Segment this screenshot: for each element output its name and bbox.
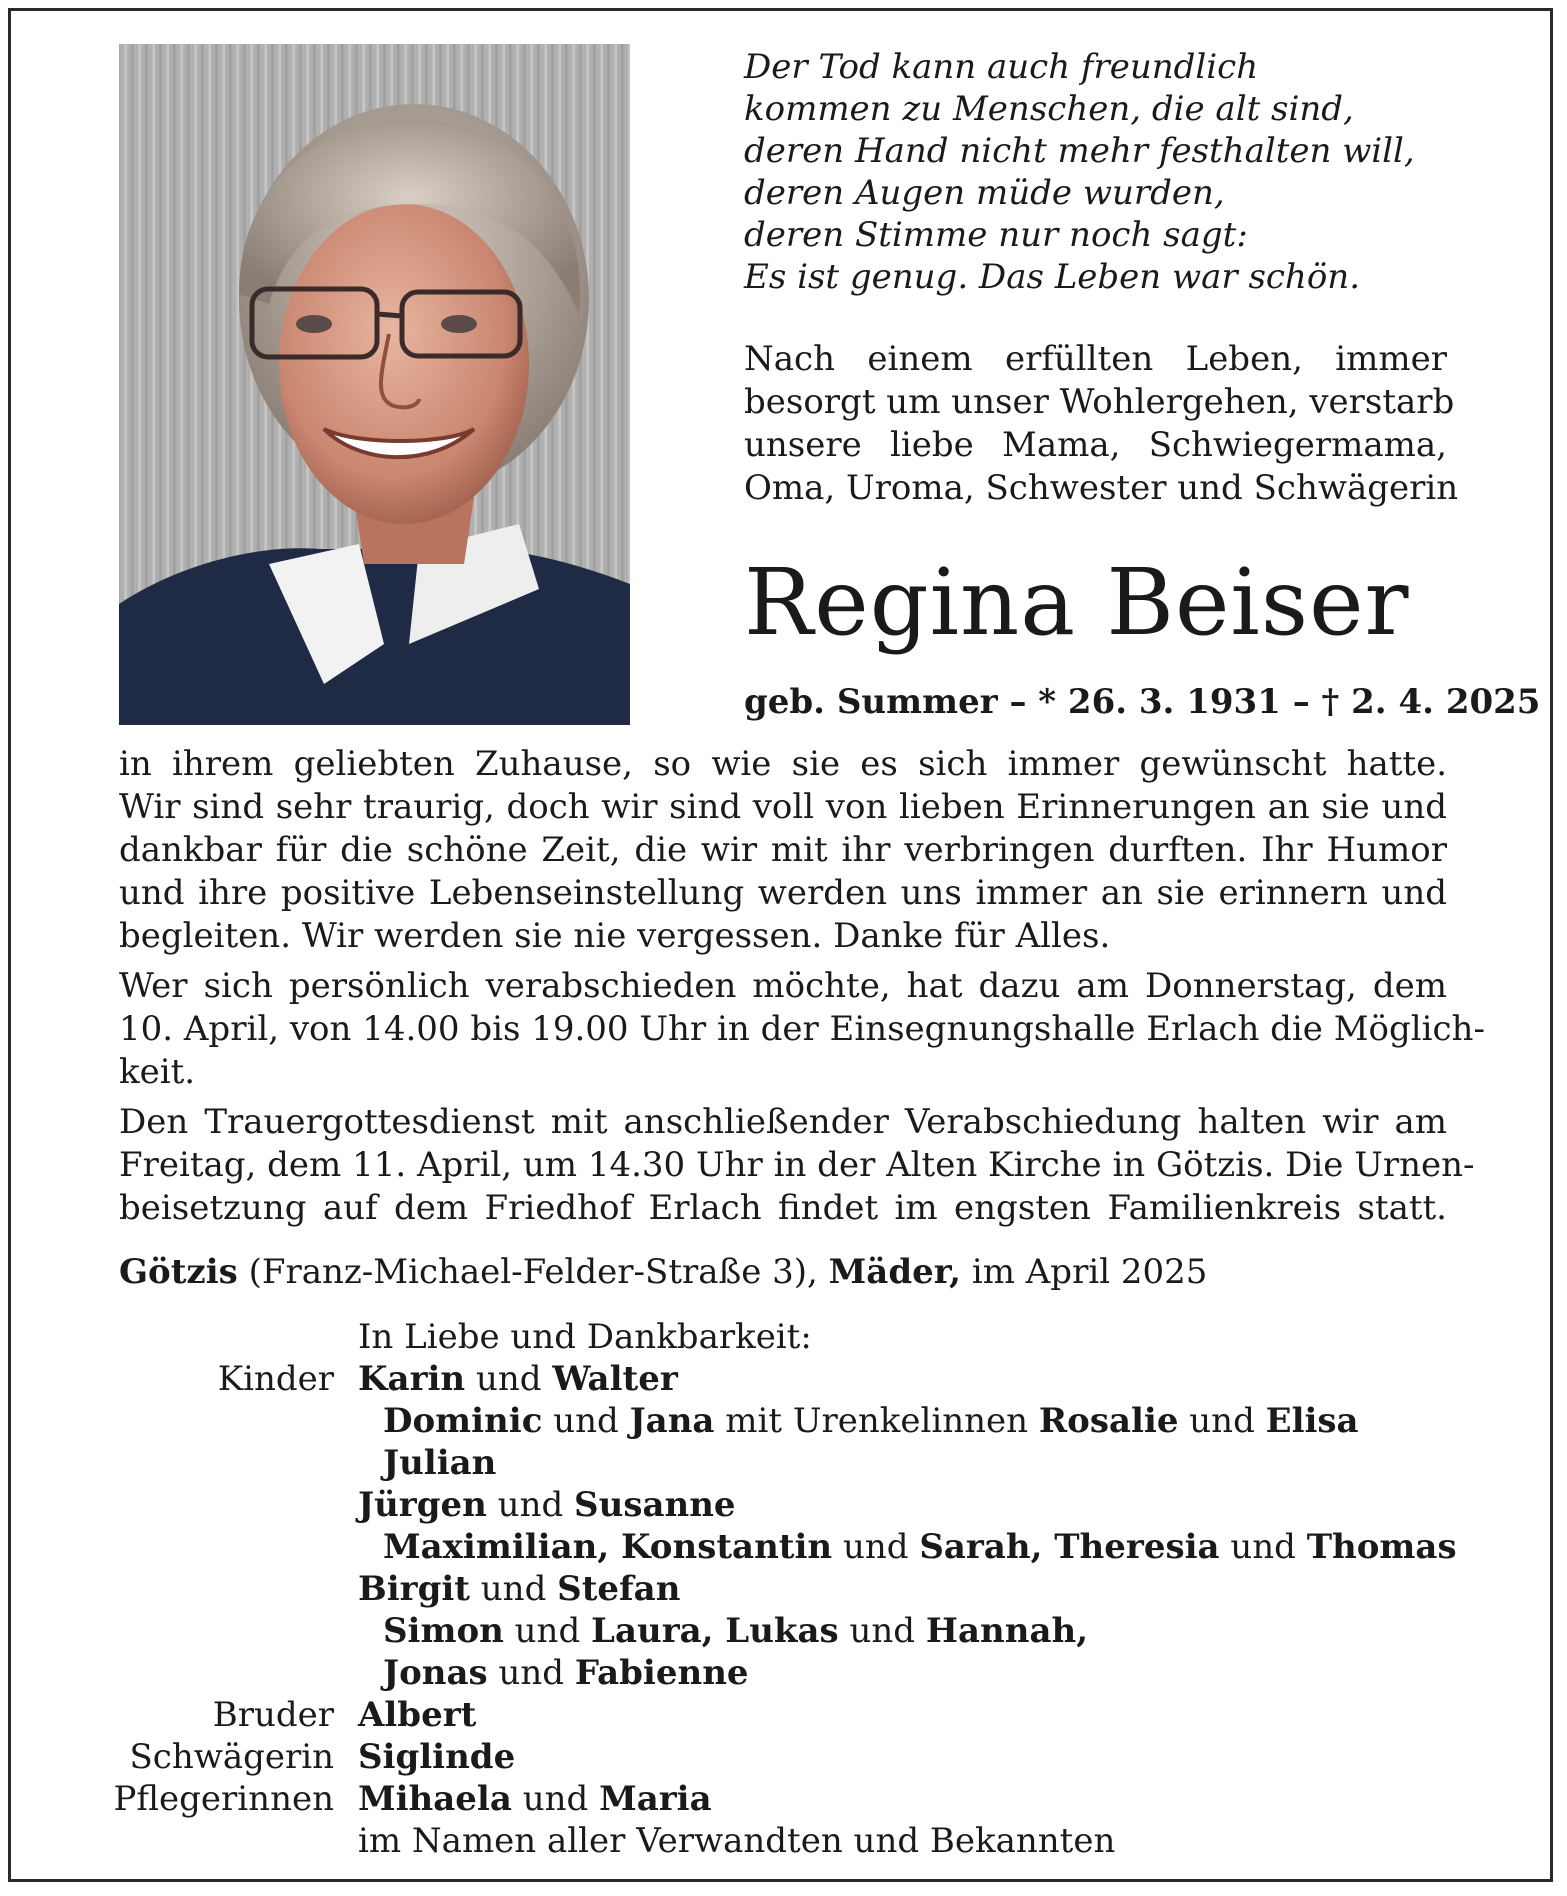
address: (Franz-Michael-Felder-Straße 3),: [248, 1252, 818, 1292]
mourner-name: Sarah, Theresia: [919, 1527, 1220, 1567]
poem: [744, 46, 1464, 298]
portrait-photo: [119, 44, 630, 725]
paragraph-line: begleiten. Wir werden sie nie vergessen. Danke für Alles.: [119, 916, 1111, 956]
mourner-name: Birgit: [358, 1569, 470, 1609]
label-pflegerinnen: Pflegerinnen: [113, 1779, 334, 1819]
town-goetzis: Götzis: [119, 1252, 238, 1292]
mourner-name: Julian: [383, 1443, 497, 1483]
conjunction: und: [480, 1569, 547, 1609]
signature-opening: In Liebe und Dankbarkeit:: [358, 1317, 812, 1357]
conjunction: und: [514, 1611, 581, 1651]
mourner-name: Stefan: [557, 1569, 681, 1609]
relation-text: mit Urenkelinnen: [725, 1401, 1029, 1441]
paragraph-line: 10. April, von 14.00 bis 19.00 Uhr in der Einsegnungshalle Erlach die Möglich-: [119, 1009, 1485, 1049]
label-kinder: Kinder: [217, 1359, 334, 1399]
mourner-name: Fabienne: [574, 1653, 749, 1693]
paragraph-line: Freitag, dem 11. April, um 14.30 Uhr in der Alten Kirche in Götzis. Die Urnen-: [119, 1145, 1475, 1185]
paragraph-line: keit.: [119, 1052, 196, 1092]
poem-line: Es ist genug. Das Leben war schön.: [744, 257, 1361, 297]
deceased-name: Regina Beiser: [744, 549, 1410, 656]
mourner-name: Thomas: [1306, 1527, 1457, 1567]
mourner-name: Maximilian, Konstantin: [383, 1527, 833, 1567]
mourner-name: Jana: [629, 1401, 715, 1441]
mourner-name: Simon: [383, 1611, 504, 1651]
conjunction: und: [553, 1401, 619, 1441]
poem-line: deren Hand nicht mehr festhalten will,: [744, 131, 1415, 171]
label-schwaegerin: Schwägerin: [129, 1737, 334, 1777]
paragraph-line: Wer sich persönlich verabschieden möchte, hat dazu am Donnerstag, dem: [119, 966, 1447, 1006]
mourner-name: Laura, Lukas: [591, 1611, 839, 1651]
label-bruder: Bruder: [212, 1695, 334, 1735]
birth-death-dates: geb. Summer – * 26. 3. 1931 – † 2. 4. 2025: [744, 682, 1541, 722]
poem-line: Der Tod kann auch freundlich: [744, 47, 1259, 87]
conjunction: und: [1230, 1527, 1296, 1567]
paragraph-line: dankbar für die schöne Zeit, die wir mit ihr verbringen durften. Ihr Humor: [119, 830, 1447, 870]
conjunction: und: [475, 1359, 542, 1399]
conjunction: und: [1189, 1401, 1255, 1441]
mourner-name: Siglinde: [358, 1737, 516, 1777]
mourner-name: Jürgen: [358, 1485, 487, 1525]
conjunction: und: [849, 1611, 916, 1651]
conjunction: und: [842, 1527, 909, 1567]
mourner-name: Jonas: [383, 1653, 488, 1693]
paragraph-2: [119, 965, 1485, 1094]
mourner-name: Hannah,: [925, 1611, 1089, 1651]
intro-line: unsere liebe Mama, Schwiegermama,: [744, 425, 1447, 465]
mourner-name: Albert: [358, 1695, 477, 1735]
paragraph-line: beisetzung auf dem Friedhof Erlach findet im engsten Familienkreis statt.: [119, 1188, 1447, 1228]
town-maeder: Mäder,: [828, 1252, 962, 1292]
mourner-name: Susanne: [574, 1485, 736, 1525]
paragraph-line: Wir sind sehr traurig, doch wir sind voll von lieben Erinnerungen an sie und: [119, 787, 1447, 827]
place-date: [119, 1250, 1207, 1294]
mourner-name: Karin: [358, 1359, 466, 1399]
mourner-name: Rosalie: [1038, 1401, 1179, 1441]
mourner-name: Mihaela: [358, 1779, 512, 1819]
intro-line: Nach einem erfüllten Leben, immer: [744, 339, 1447, 379]
mourner-name: Elisa: [1265, 1401, 1359, 1441]
mourner-name: Walter: [552, 1359, 678, 1399]
mourners-list: [0, 1316, 1567, 1862]
notice-date: im April 2025: [971, 1252, 1208, 1292]
conjunction: und: [497, 1485, 564, 1525]
mourner-name: Dominic: [383, 1401, 543, 1441]
intro-text: [744, 338, 1459, 510]
paragraph-3: [119, 1101, 1475, 1230]
poem-line: deren Augen müde wurden,: [744, 173, 1225, 213]
conjunction: und: [522, 1779, 589, 1819]
poem-line: kommen zu Menschen, die alt sind,: [744, 89, 1354, 129]
paragraph-line: und ihre positive Lebenseinstellung werden uns immer an sie erinnern und: [119, 873, 1447, 913]
poem-line: deren Stimme nur noch sagt:: [744, 215, 1248, 255]
paragraph-line: Den Trauergottesdienst mit anschließender Verabschiedung halten wir am: [119, 1102, 1447, 1142]
signature-closing: im Namen aller Verwandten und Bekannten: [358, 1821, 1116, 1861]
paragraph-line: in ihrem geliebten Zuhause, so wie sie es sich immer gewünscht hatte.: [119, 744, 1447, 784]
intro-line: Oma, Uroma, Schwester und Schwägerin: [744, 468, 1459, 508]
conjunction: und: [498, 1653, 565, 1693]
intro-line: besorgt um unser Wohlergehen, verstarb: [744, 382, 1455, 422]
paragraph-1: [119, 743, 1447, 958]
mourner-name: Maria: [599, 1779, 712, 1819]
